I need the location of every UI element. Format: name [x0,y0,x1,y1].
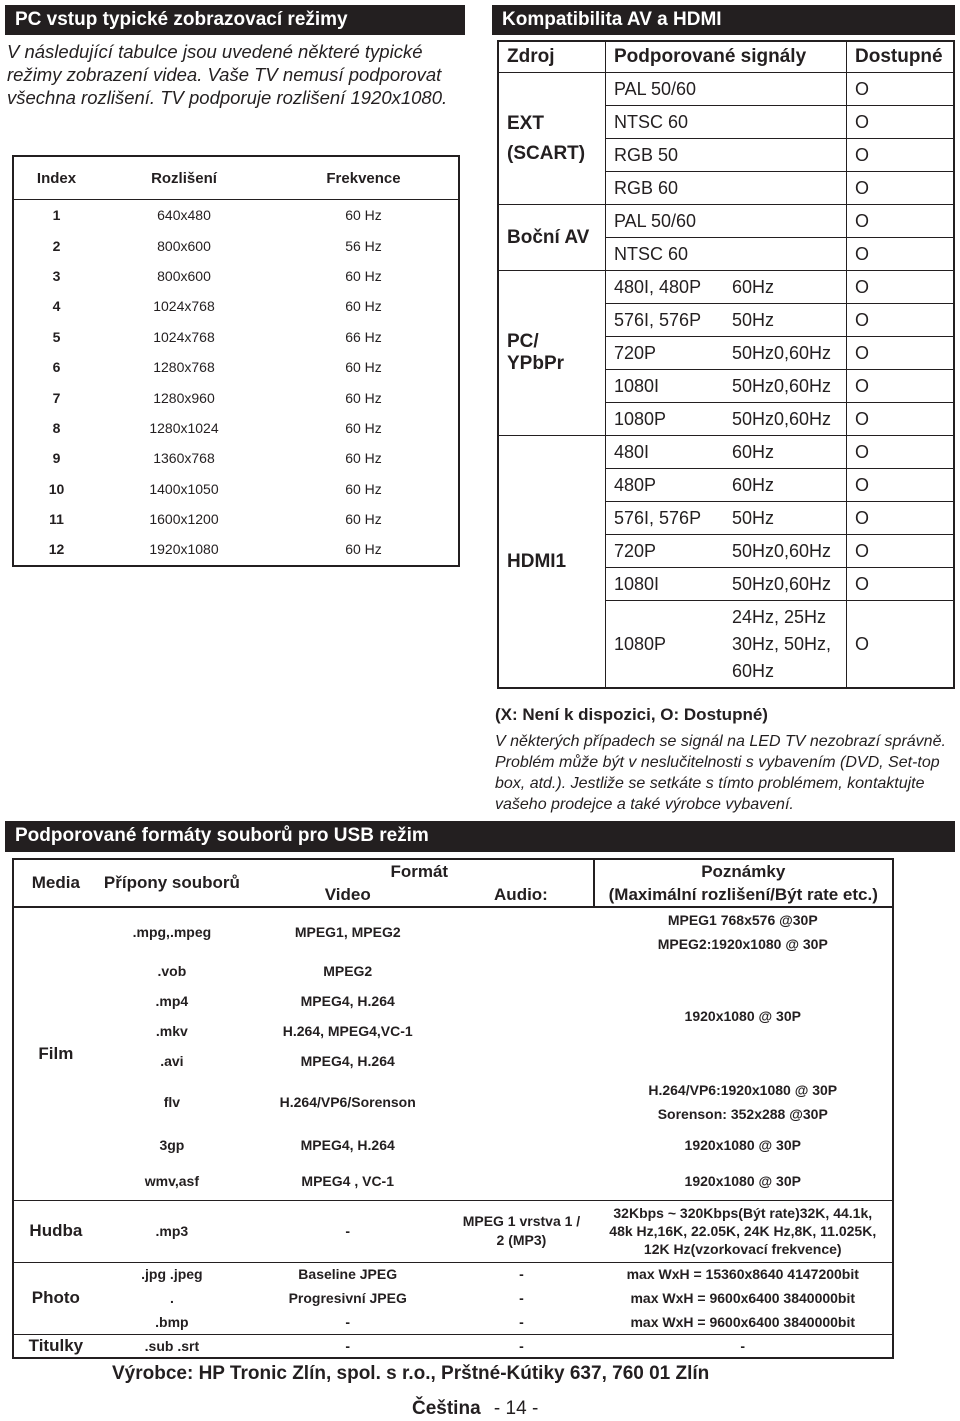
signal-cell: 720P [606,535,725,568]
signal-cell: 480P [606,469,725,502]
index-cell: 2 [52,237,61,254]
source-side-av: Boční AV [498,205,606,271]
ext-cell: flv [163,1094,181,1110]
ext-cell: .mp4 [155,993,189,1009]
column-header: Poznámky [594,859,893,883]
signal-cell: 576I, 576P [606,304,725,337]
column-header: (Maximální rozlišení/Být rate etc.) [594,883,893,907]
table-row [13,352,459,382]
video-cell: Progresivní JPEG [288,1290,407,1306]
av-note-line: V některých případech se signál na LED TV nezobrazí správně. [495,733,946,750]
column-header: Přípony souborů [98,859,246,907]
audio-line: 2 (MP3) [496,1232,547,1248]
column-header: Dostupné [847,41,955,73]
audio-cell: - [519,1266,524,1283]
table-row [13,443,459,473]
resolution-cell: 800x600 [157,237,211,254]
table-row [13,1262,893,1286]
video-cell: MPEG4, H.264 [300,1053,395,1069]
column-header: Podporované signály [606,41,847,73]
frequency-cell: 60 Hz [345,450,382,467]
table-row [13,200,459,231]
note-cell: max WxH = 9600x6400 3840000bit [630,1290,856,1306]
table-row [13,1334,893,1358]
column-header: Index [13,156,99,200]
column-header: Frekvence [269,156,459,200]
table-row [13,1310,893,1334]
ext-cell: .avi [160,1053,184,1069]
avail-cell: O [847,304,955,337]
ext-cell: .mkv [155,1023,188,1039]
avail-cell: O [847,238,955,271]
source-label: YPbPr [507,353,565,374]
audio-line: MPEG 1 vrstva 1 / [462,1213,581,1229]
video-cell: - [345,1337,351,1354]
av-note [495,731,957,815]
freq-cell: 60Hz [724,469,847,502]
ext-cell: .mpg,.mpeg [132,924,212,940]
note-cell [594,1200,893,1262]
av-note-line: Problém může být v neslučitelnosti s vybavením (DVD, Set-top [495,754,940,771]
frequency-cell: 60 Hz [345,480,382,497]
avail-cell: O [847,601,955,689]
table-row [13,261,459,291]
index-cell: 3 [52,267,61,284]
frequency-cell: 56 Hz [345,237,382,254]
note-cell: max WxH = 15360x8640 4147200bit [626,1266,859,1283]
resolution-cell: 1280x768 [153,359,215,376]
index-cell: 10 [48,480,65,497]
video-cell: MPEG4, H.264 [300,993,395,1009]
note-cell [594,1076,893,1128]
pc-modes-table [12,155,460,567]
signal-cell: 1080P [606,403,725,436]
index-cell: 12 [48,541,65,558]
audio-cell [449,1200,593,1262]
media-subtitles: Titulky [28,1335,84,1355]
frequency-cell: 60 Hz [345,389,382,406]
av-section-title: Kompatibilita AV a HDMI [492,5,955,35]
pc-intro-line: V následující tabulce jsou uvedené některé typické [7,41,423,62]
freq-cell: 50Hz0,60Hz [724,403,847,436]
table-header-row [13,156,459,200]
resolution-cell: 1024x768 [153,328,215,345]
index-cell: 1 [52,207,61,224]
freq-cell: 50Hz0,60Hz [724,337,847,370]
table-row [13,382,459,412]
note-line: 12K Hz(vzorkovací frekvence) [643,1241,842,1257]
resolution-cell: 1360x768 [153,450,215,467]
source-hdmi: HDMI1 [498,436,606,689]
note-line: 32Kbps ~ 320Kbps(Být rate)32K, 44.1k, [613,1205,873,1221]
source-label: EXT [507,112,544,134]
freq-cell: 50Hz [724,502,847,535]
column-header: Rozlišení [99,156,269,200]
resolution-cell: 1280x1024 [149,419,219,436]
avail-cell: O [847,502,955,535]
freq-cell [724,601,847,689]
frequency-cell: 60 Hz [345,267,382,284]
frequency-cell: 60 Hz [345,359,382,376]
media-photo: Photo [13,1262,98,1334]
frequency-cell: 66 Hz [345,328,382,345]
freq-cell: 60Hz [724,271,847,304]
video-cell: - [246,1200,449,1262]
av-note-line: box, atd.). Jestliže se setkáte s tímto problémem, kontaktujte [495,775,925,792]
table-row [13,1286,893,1310]
av-legend: (X: Není k dispozici, O: Dostupné) [495,705,768,724]
table-row [13,413,459,443]
avail-cell: O [847,535,955,568]
column-header: Audio: [449,883,593,907]
index-cell: 8 [52,419,61,436]
table-row [13,534,459,565]
language-label: Čeština [412,1398,481,1419]
pc-intro [7,40,467,109]
note-line: MPEG1 768x576 @30P [667,912,818,928]
freq-cell: 60Hz [724,436,847,469]
frequency-cell: 60 Hz [345,298,382,315]
avail-cell: O [847,370,955,403]
ext-cell: .jpg .jpeg [141,1266,203,1283]
video-cell: MPEG4, H.264 [300,1137,395,1153]
signal-cell: 1080P [606,601,725,689]
signal-cell: NTSC 60 [606,106,847,139]
resolution-cell: 1280x960 [153,389,215,406]
resolution-cell: 800x600 [157,267,211,284]
manufacturer-line: Výrobce: HP Tronic Zlín, spol. s r.o., Prštné-Kútiky 637, 760 01 Zlín [112,1363,710,1384]
index-cell: 7 [52,389,61,406]
resolution-cell: 1024x768 [153,298,215,315]
table-row [498,205,954,238]
video-cell: Baseline JPEG [298,1266,398,1283]
table-row [13,504,459,534]
page-footer [412,1398,538,1420]
resolution-cell: 1920x1080 [149,541,219,558]
signal-cell: 576I, 576P [606,502,725,535]
signal-cell: 480I, 480P [606,271,725,304]
ext-cell: .sub .srt [144,1337,200,1354]
index-cell: 4 [52,298,61,315]
freq-line: 24Hz, 25Hz [732,606,827,627]
freq-cell: 50Hz0,60Hz [724,535,847,568]
note-line: Sorenson: 352x288 @30P [657,1106,828,1122]
note-line: MPEG2:1920x1080 @ 30P [657,936,828,952]
index-cell: 5 [52,328,61,345]
signal-cell: 1080I [606,370,725,403]
freq-cell: 50Hz0,60Hz [724,370,847,403]
video-cell: MPEG1, MPEG2 [294,924,401,940]
signal-cell: PAL 50/60 [606,73,847,106]
pc-intro-line: všechna rozlišení. TV podporuje rozlišení 1920x1080. [7,87,448,108]
signal-cell: 480I [606,436,725,469]
usb-section-title: Podporované formáty souborů pro USB režim [5,821,955,852]
ext-cell: . [169,1290,174,1306]
audio-cell: - [449,1310,593,1334]
avail-cell: O [847,205,955,238]
signal-cell: 720P [606,337,725,370]
audio-cell: - [519,1290,524,1306]
table-row [13,230,459,260]
avail-cell: O [847,568,955,601]
note-cell [594,907,893,956]
media-music: Hudba [13,1200,98,1262]
frequency-cell: 60 Hz [345,541,382,558]
ext-cell: .vob [157,963,187,979]
avail-cell: O [847,271,955,304]
freq-cell: 50Hz0,60Hz [724,568,847,601]
note-line: H.264/VP6:1920x1080 @ 30P [648,1082,838,1098]
table-row [498,73,954,106]
table-row [498,271,954,304]
avail-cell: O [847,172,955,205]
media-film: Film [13,907,98,1200]
frequency-cell: 60 Hz [345,419,382,436]
index-cell: 11 [49,511,64,528]
table-row [13,1200,893,1262]
table-row [13,322,459,352]
signal-cell: PAL 50/60 [606,205,847,238]
page-number: - 14 - [493,1398,539,1419]
note-cell: - [740,1337,746,1354]
signal-cell: NTSC 60 [606,238,847,271]
video-cell: H.264, MPEG4,VC-1 [282,1023,413,1039]
column-header: Zdroj [498,41,606,73]
table-row [498,436,954,469]
audio-cell [449,907,593,1200]
column-header: Media [13,859,98,907]
index-cell: 6 [52,359,61,376]
avail-cell: O [847,139,955,172]
ext-cell: 3gp [159,1137,185,1153]
video-cell: MPEG2 [323,963,373,979]
frequency-cell: 60 Hz [345,207,382,224]
audio-cell: - [519,1337,524,1354]
table-header-row [13,859,893,883]
pc-intro-line: režimy zobrazení videa. Vaše TV nemusí podporovat [7,64,442,85]
avail-cell: O [847,403,955,436]
note-line: 48k Hz,16K, 22.05K, 24K Hz,8K, 11.025K, [609,1223,877,1239]
column-header: Formát [390,861,449,881]
av-compat-table [497,40,955,689]
usb-formats-table [12,858,894,1359]
table-row [13,291,459,321]
avail-cell: O [847,73,955,106]
av-note-line: vašeho prodejce a také výrobce vybavení. [495,796,794,813]
signal-cell: RGB 50 [606,139,847,172]
video-cell: H.264/VP6/Sorenson [279,1094,416,1110]
table-row [13,474,459,504]
note-cell: 1920x1080 @ 30P [684,1008,801,1024]
ext-cell: .bmp [98,1310,246,1334]
freq-line: 60Hz [732,660,775,681]
video-cell: MPEG4 , VC-1 [246,1162,449,1200]
freq-line: 30Hz, 50Hz, [732,633,832,654]
resolution-cell: 1600x1200 [149,511,219,528]
source-label: (SCART) [507,142,586,164]
resolution-cell: 1400x1050 [149,480,219,497]
source-pc-ypbpr [498,271,606,436]
table-row [13,907,893,956]
avail-cell: O [847,337,955,370]
avail-cell: O [847,106,955,139]
column-header: Video [246,883,449,907]
video-cell: - [246,1310,449,1334]
table-header-row [498,41,954,73]
note-cell: 1920x1080 @ 30P [594,1162,893,1200]
frequency-cell: 60 Hz [345,511,382,528]
ext-cell: wmv,asf [98,1162,246,1200]
note-cell: 1920x1080 @ 30P [684,1137,801,1153]
source-ext [498,73,606,205]
avail-cell: O [847,469,955,502]
signal-cell: RGB 60 [606,172,847,205]
avail-cell: O [847,436,955,469]
index-cell: 9 [52,450,61,467]
source-label: PC/ [507,331,539,352]
ext-cell: .mp3 [98,1200,246,1262]
note-cell: max WxH = 9600x6400 3840000bit [594,1310,893,1334]
resolution-cell: 640x480 [157,207,211,224]
freq-cell: 50Hz [724,304,847,337]
signal-cell: 1080I [606,568,725,601]
pc-section-title: PC vstup typické zobrazovací režimy [5,5,465,35]
